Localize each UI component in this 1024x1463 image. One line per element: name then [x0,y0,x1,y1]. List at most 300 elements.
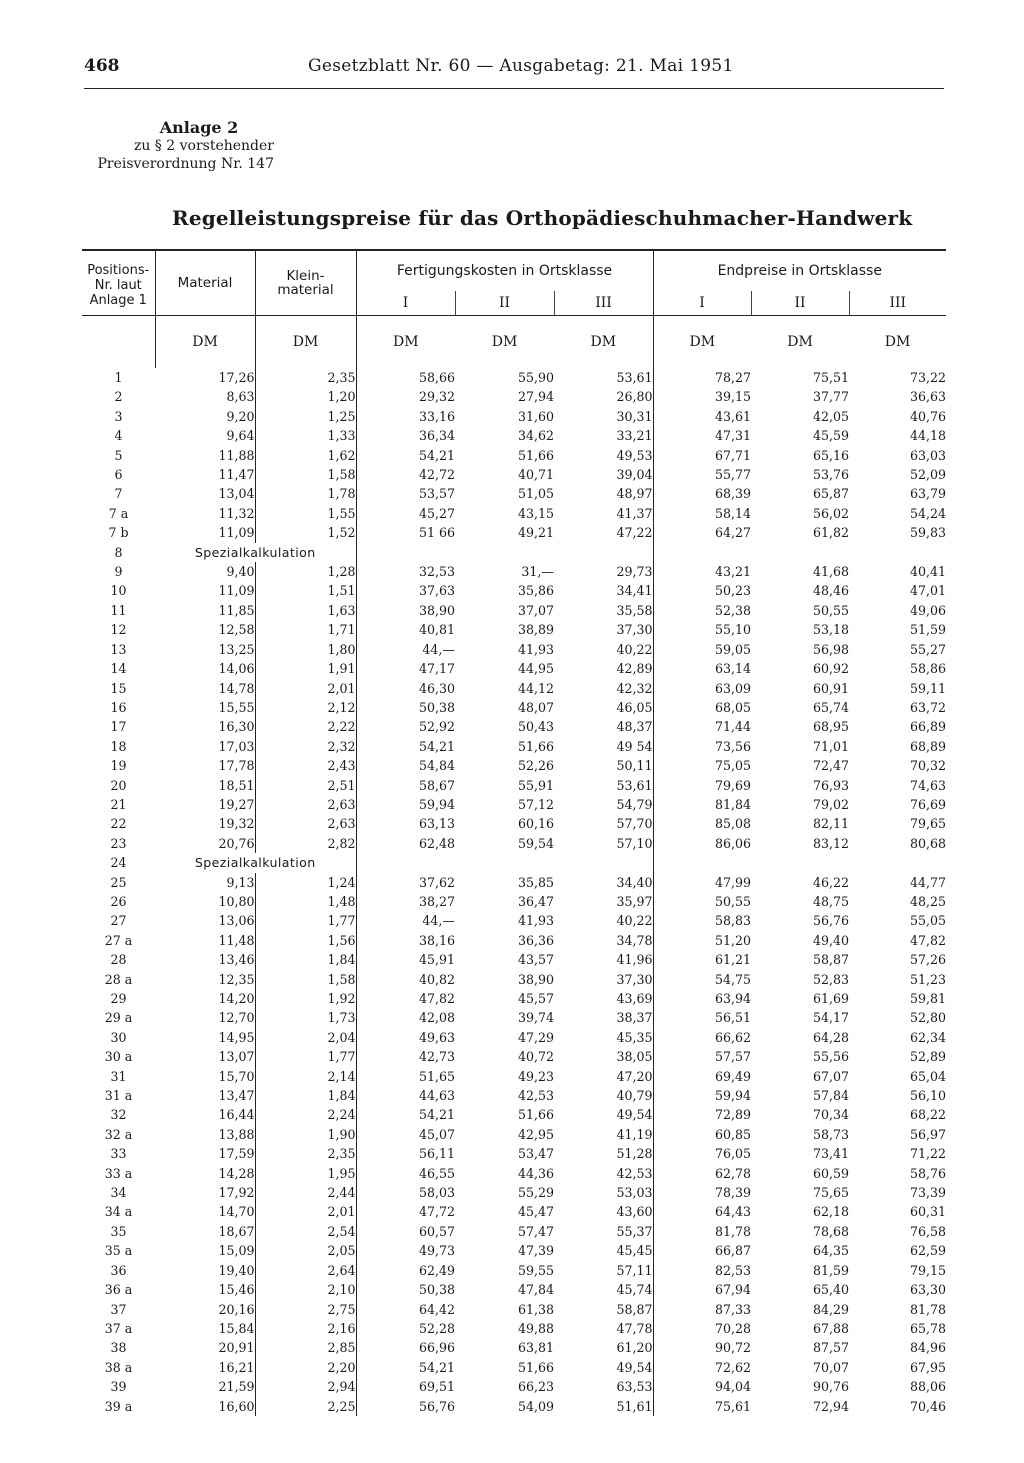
cell-material: 9,20 [226,408,255,424]
cell-position: 6 [114,467,123,483]
cell-end-3: 67,95 [909,1359,947,1375]
cell-end-3: 59,81 [909,991,947,1006]
cell-fert-3: 43,69 [616,991,653,1006]
cell-end-2: 49,40 [812,932,850,948]
cell-end-1: 86,06 [653,834,751,853]
table-row [82,446,946,465]
table-row [82,892,946,911]
unit-end-1: DM [653,316,751,369]
cell-kleinmaterial: 1,62 [255,446,356,465]
cell-fert-1: 38,16 [356,931,455,950]
cell-kleinmaterial: 1,48 [255,892,356,911]
cell-fert-3: 57,70 [616,816,653,832]
table-row [82,1222,946,1241]
header-fertigungskosten: Fertigungskosten in Ortsklasse [356,250,653,291]
cell-position: 23 [110,835,127,851]
cell-fert-3: 57,11 [616,1262,653,1278]
cell-position: 39 [110,1379,127,1395]
table-row [82,873,946,892]
cell-end-3: 63,79 [909,486,947,502]
cell-end-1: 52,38 [653,601,751,620]
table-row [82,679,946,698]
cell-end-1: 61,21 [653,950,751,969]
cell-material: 21,59 [218,1379,255,1395]
cell-end-3: 68,89 [909,738,947,754]
cell-kleinmaterial: 1,33 [255,426,356,445]
cell-fert-1: 51,65 [356,1067,455,1086]
cell-kleinmaterial: 2,22 [255,717,356,736]
cell-fert-1: 46,30 [356,679,455,698]
cell-position: 39 a [104,1398,133,1414]
cell-end-1: 54,75 [653,970,751,989]
cell-fert-3: 34,41 [616,583,653,599]
table-row [82,1183,946,1202]
cell-kleinmaterial: 1,28 [255,562,356,581]
cell-fert-3: 57,10 [616,835,653,851]
cell-fert-1: 64,42 [356,1300,455,1319]
cell-position: 32 [110,1107,127,1123]
header-end-class-2: II [751,291,849,316]
table-row [82,1241,946,1260]
cell-end-2: 55,56 [812,1049,850,1065]
cell-material: 12,58 [218,622,255,638]
cell-end-1: 47,31 [653,426,751,445]
cell-kleinmaterial: 2,64 [255,1261,356,1280]
cell-position: 27 [110,913,127,929]
cell-fert-2: 50,43 [517,719,554,735]
cell-end-1: 55,77 [653,465,751,484]
cell-fert-1: 36,34 [356,426,455,445]
cell-material: 20,91 [218,1340,255,1356]
cell-fert-3: 42,32 [616,680,653,696]
cell-material: 15,70 [218,1068,255,1084]
cell-end-2: 57,84 [812,1088,850,1104]
cell-position: 7 a [108,505,129,521]
cell-material: 16,30 [218,719,255,735]
cell-kleinmaterial: 1,84 [255,1086,356,1105]
cell-end-2: 67,88 [812,1320,850,1336]
table-row [82,523,946,542]
cell-fert-1: 47,82 [356,989,455,1008]
cell-fert-3: 45,74 [616,1282,653,1298]
cell-fert-3: 39,04 [616,467,653,483]
cell-end-3: 59,83 [909,525,947,541]
cell-fert-3: 49,54 [616,1359,653,1375]
cell-fert-3: 37,30 [616,622,653,638]
cell-fert-1: 42,72 [356,465,455,484]
cell-fert-3: 48,37 [616,719,653,735]
cell-end-1: 85,08 [653,814,751,833]
cell-end-1: 78,39 [653,1183,751,1202]
cell-special-calculation: Spezialkalkulation [194,855,316,871]
table-row [82,484,946,503]
cell-position: 35 a [104,1243,133,1259]
cell-end-3: 55,05 [909,913,947,929]
cell-position: 12 [110,622,127,638]
cell-end-2: 46,22 [812,874,850,890]
cell-end-1: 78,27 [653,368,751,387]
table-row [82,601,946,620]
cell-fert-3: 41,19 [616,1126,653,1142]
cell-fert-2: 38,89 [517,622,554,638]
cell-fert-3: 33,21 [616,428,653,444]
cell-end-1: 59,94 [653,1086,751,1105]
cell-fert-2: 34,62 [517,428,554,444]
cell-fert-2: 47,84 [517,1282,554,1298]
cell-end-1: 56,51 [653,1008,751,1027]
cell-fert-2: 47,29 [517,1029,554,1045]
unit-fert-3: DM [590,334,617,350]
cell-fert-3: 49,53 [616,447,653,463]
cell-fert-1: 49,63 [356,1028,455,1047]
cell-fert-3: 30,31 [616,408,653,424]
annex-note [84,118,274,173]
cell-fert-1: 44,— [356,640,455,659]
cell-empty [653,853,751,872]
cell-end-2: 62,18 [812,1204,850,1220]
cell-end-1: 68,39 [653,484,751,503]
cell-end-2: 58,73 [812,1126,850,1142]
cell-end-1: 63,94 [653,989,751,1008]
table-row [82,834,946,853]
cell-end-1: 70,28 [653,1319,751,1338]
table-row [82,756,946,775]
cell-kleinmaterial: 2,20 [255,1358,356,1377]
cell-kleinmaterial: 1,25 [255,407,356,426]
cell-fert-1: 69,51 [356,1377,455,1396]
cell-kleinmaterial: 2,16 [255,1319,356,1338]
cell-fert-2: 44,36 [517,1165,554,1181]
cell-end-3: 52,09 [909,467,947,483]
cell-end-3: 63,72 [909,699,947,715]
cell-fert-2: 36,36 [517,932,554,948]
cell-end-3: 56,10 [909,1088,947,1104]
cell-fert-3: 51,28 [616,1146,653,1162]
cell-empty [356,543,455,562]
cell-material: 11,32 [218,505,255,521]
cell-end-3: 65,04 [909,1068,947,1084]
table-row [82,1067,946,1086]
cell-fert-1: 50,38 [356,698,455,717]
cell-end-2: 52,83 [812,971,850,987]
cell-material: 10,80 [218,893,255,909]
cell-material: 15,46 [218,1282,255,1298]
cell-fert-2: 63,81 [517,1340,554,1356]
cell-fert-2: 31,— [521,564,554,580]
cell-position: 15 [110,680,127,696]
cell-end-3: 44,77 [909,874,947,890]
cell-fert-2: 36,47 [517,893,554,909]
cell-position: 18 [110,738,127,754]
cell-material: 11,85 [218,602,255,618]
cell-end-1: 72,89 [653,1105,751,1124]
cell-end-3: 79,15 [909,1262,947,1278]
cell-fert-1: 54,21 [356,1358,455,1377]
cell-fert-3: 58,87 [616,1301,653,1317]
cell-fert-2: 38,90 [517,971,554,987]
cell-end-2: 82,11 [812,816,850,832]
table-row [82,1202,946,1221]
cell-material: 13,88 [218,1126,255,1142]
cell-position: 37 a [104,1320,133,1336]
cell-fert-3: 51,61 [616,1398,653,1414]
cell-material: 19,32 [218,816,255,832]
table-row [82,1125,946,1144]
cell-material: 13,47 [218,1088,255,1104]
cell-material: 9,64 [226,428,255,444]
cell-kleinmaterial: 1,95 [255,1164,356,1183]
cell-fert-2: 48,07 [517,699,554,715]
cell-position: 31 a [104,1088,133,1104]
cell-kleinmaterial: 2,82 [255,834,356,853]
table-row [82,698,946,717]
cell-fert-3: 40,22 [616,913,653,929]
cell-end-2: 72,47 [812,758,850,774]
cell-fert-2: 51,05 [517,486,554,502]
cell-empty [751,853,849,872]
cell-end-2: 81,59 [812,1262,850,1278]
cell-end-1: 58,14 [653,504,751,523]
table-row [82,562,946,581]
cell-end-2: 83,12 [812,835,850,851]
cell-fert-1: 58,66 [356,368,455,387]
table-row [82,737,946,756]
cell-end-3: 40,76 [909,408,947,424]
cell-fert-1: 54,21 [356,737,455,756]
cell-fert-2: 57,47 [517,1223,554,1239]
cell-fert-3: 41,96 [616,952,653,968]
cell-fert-3: 40,22 [616,641,653,657]
cell-end-1: 75,61 [653,1397,751,1416]
cell-end-2: 61,82 [812,525,850,541]
cell-end-1: 94,04 [653,1377,751,1396]
cell-fert-2: 39,74 [517,1010,554,1026]
table-row [82,1300,946,1319]
cell-kleinmaterial: 2,94 [255,1377,356,1396]
cell-end-3: 79,65 [909,816,947,832]
cell-kleinmaterial: 1,55 [255,504,356,523]
cell-fert-2: 45,57 [517,991,554,1006]
cell-kleinmaterial: 1,52 [255,523,356,542]
table-row [82,1105,946,1124]
cell-material: 16,60 [218,1398,255,1414]
cell-kleinmaterial: 2,14 [255,1067,356,1086]
cell-fert-1: 38,27 [356,892,455,911]
cell-end-3: 62,34 [909,1029,947,1045]
cell-end-2: 64,35 [812,1243,850,1259]
cell-end-2: 90,76 [812,1379,850,1395]
cell-end-3: 76,58 [909,1223,947,1239]
cell-position: 29 a [104,1010,133,1026]
cell-end-1: 50,55 [653,892,751,911]
cell-position: 30 [110,1029,127,1045]
cell-fert-1: 53,57 [356,484,455,503]
table-row [82,950,946,969]
cell-empty [554,543,653,562]
cell-fert-2: 51,66 [517,447,554,463]
cell-kleinmaterial: 2,01 [255,1202,356,1221]
cell-end-1: 81,84 [653,795,751,814]
cell-fert-1: 46,55 [356,1164,455,1183]
cell-position: 37 [110,1301,127,1317]
cell-kleinmaterial: 1,90 [255,1125,356,1144]
table-row [82,1008,946,1027]
cell-material: 12,70 [218,1010,255,1026]
table-row [82,1280,946,1299]
cell-end-1: 39,15 [653,387,751,406]
cell-end-3: 47,01 [909,583,947,599]
cell-end-2: 53,76 [812,467,850,483]
cell-fert-1: 58,03 [356,1183,455,1202]
table-row [82,1358,946,1377]
cell-fert-3: 35,97 [616,893,653,909]
cell-end-3: 66,89 [909,719,947,735]
cell-fert-3: 29,73 [616,564,653,580]
cell-kleinmaterial: 2,35 [255,368,356,387]
cell-position: 4 [114,428,123,444]
cell-material: 17,78 [218,758,255,774]
cell-material: 13,46 [218,952,255,968]
cell-fert-2: 51,66 [517,738,554,754]
cell-end-2: 37,77 [812,389,850,405]
cell-fert-1: 54,84 [356,756,455,775]
cell-end-3: 36,63 [909,389,947,405]
cell-kleinmaterial: 1,91 [255,659,356,678]
cell-end-1: 87,33 [653,1300,751,1319]
cell-position: 13 [110,641,127,657]
cell-material: 11,48 [218,932,255,948]
cell-kleinmaterial: 2,10 [255,1280,356,1299]
cell-end-1: 51,20 [653,931,751,950]
cell-fert-3: 42,53 [616,1165,653,1181]
cell-fert-2: 40,71 [517,467,554,483]
cell-end-1: 59,05 [653,640,751,659]
cell-end-1: 50,23 [653,581,751,600]
header-kleinmaterial-text: Klein-material [277,268,334,298]
cell-fert-2: 55,91 [517,777,554,793]
cell-end-3: 84,96 [909,1340,947,1356]
cell-end-2: 61,69 [812,991,850,1006]
cell-end-1: 71,44 [653,717,751,736]
cell-end-3: 54,24 [909,505,947,521]
cell-fert-3: 45,35 [616,1029,653,1045]
cell-end-2: 70,07 [812,1359,850,1375]
cell-material: 19,27 [218,796,255,812]
table-row [82,853,946,872]
cell-end-2: 72,94 [812,1398,850,1414]
cell-material: 9,40 [226,564,255,580]
cell-end-3: 62,59 [909,1243,947,1259]
cell-position: 5 [114,447,123,463]
cell-kleinmaterial: 1,77 [255,911,356,930]
header-kleinmaterial [255,250,356,316]
cell-fert-1: 45,07 [356,1125,455,1144]
cell-material: 20,76 [218,835,255,851]
cell-end-1: 72,62 [653,1358,751,1377]
cell-end-2: 78,68 [812,1223,850,1239]
cell-position: 26 [110,893,127,909]
cell-fert-3: 50,11 [616,758,653,774]
cell-end-1: 73,56 [653,737,751,756]
cell-end-1: 57,57 [653,1047,751,1066]
cell-fert-1: 45,91 [356,950,455,969]
cell-end-2: 50,55 [812,602,850,618]
cell-position: 33 a [104,1165,133,1181]
price-table [82,249,946,1416]
cell-position: 28 [110,952,127,968]
cell-position: 19 [110,758,127,774]
cell-end-2: 60,59 [812,1165,850,1181]
cell-material: 18,51 [218,777,255,793]
cell-end-3: 55,27 [909,641,947,657]
cell-fert-3: 45,45 [616,1243,653,1259]
cell-kleinmaterial: 2,24 [255,1105,356,1124]
cell-fert-2: 41,93 [517,641,554,657]
cell-position: 24 [110,855,127,871]
cell-position: 14 [110,661,127,677]
header-position [82,250,155,316]
cell-position: 30 a [104,1049,133,1065]
cell-material: 16,44 [218,1107,255,1123]
cell-special-calculation: Spezialkalkulation [194,544,316,560]
header-position-text: Positions-Nr. laut Anlage 1 [87,262,150,308]
cell-end-3: 80,68 [909,835,947,851]
cell-end-3: 44,18 [909,428,947,444]
cell-empty [653,543,751,562]
cell-material: 8,63 [226,389,255,405]
table-row [82,1338,946,1357]
unit-end-2: DM [787,334,813,350]
cell-fert-1: 56,76 [356,1397,455,1416]
annex-line-1: zu § 2 vorstehender [133,138,274,154]
cell-fert-2: 51,66 [517,1359,554,1375]
table-row [82,543,946,562]
cell-end-1: 55,10 [653,620,751,639]
cell-end-3: 58,86 [909,661,947,677]
cell-fert-1: 62,49 [356,1261,455,1280]
cell-fert-3: 35,58 [616,602,653,618]
cell-fert-1: 47,72 [356,1202,455,1221]
cell-fert-3: 47,20 [616,1068,653,1084]
cell-fert-2: 59,55 [517,1262,554,1278]
cell-end-3: 47,82 [909,932,947,948]
cell-material: 17,26 [218,370,255,385]
unit-fert-2: DM [491,334,518,350]
cell-empty [751,543,849,562]
cell-fert-2: 27,94 [517,389,554,405]
cell-kleinmaterial: 1,80 [255,640,356,659]
cell-fert-2: 41,93 [517,913,554,929]
cell-end-3: 56,97 [909,1126,947,1142]
cell-fert-2: 59,54 [517,835,554,851]
cell-position: 32 a [104,1126,133,1142]
cell-fert-3: 46,05 [616,699,653,715]
cell-end-2: 60,92 [812,661,850,677]
cell-position: 27 a [104,932,133,948]
cell-end-1: 81,78 [653,1222,751,1241]
cell-end-2: 53,18 [812,622,850,638]
table-row [82,1086,946,1105]
table-row [82,814,946,833]
cell-end-1: 62,78 [653,1164,751,1183]
cell-end-3: 52,80 [909,1010,947,1026]
cell-position: 22 [110,816,127,832]
cell-end-1: 69,49 [653,1067,751,1086]
cell-position: 34 a [104,1204,133,1220]
cell-end-3: 65,78 [909,1320,947,1336]
cell-material: 11,09 [218,525,255,541]
cell-end-2: 64,28 [812,1029,850,1045]
